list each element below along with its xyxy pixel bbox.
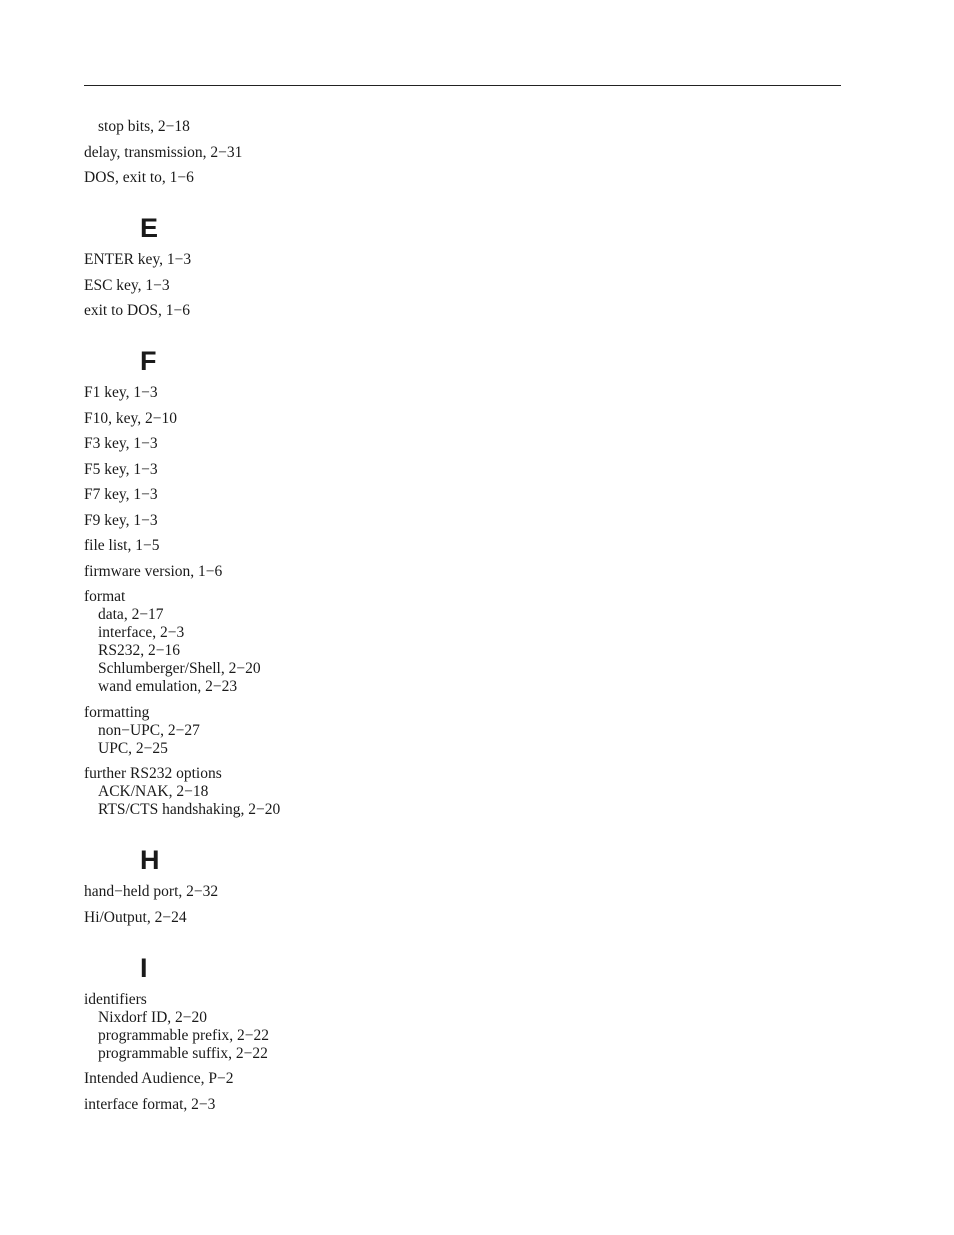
section-letter: H [140,845,160,875]
index-entry [84,909,784,927]
index-term: format [84,588,126,605]
index-subentry: Schlumberger/Shell, 2−20 [98,660,261,677]
section-letter: F [140,346,157,376]
index-term: F5 key, 1−3 [84,460,158,478]
index-term: F3 key, 1−3 [84,435,158,452]
index-subentry: RS232, 2−16 [98,642,180,659]
index-entry [84,512,784,530]
index-term: exit to DOS, 1−6 [84,302,191,319]
index-entry [84,991,784,1063]
index-entry [84,435,784,453]
index-term: interface format, 2−3 [84,1095,216,1113]
index-entry [84,1096,784,1114]
index-term: F10, key, 2−10 [84,409,177,427]
index-subentry: ACK/NAK, 2−18 [98,783,209,800]
index-subentry: UPC, 2−25 [98,739,168,757]
index-subentry: programmable suffix, 2−22 [98,1044,268,1062]
index-term: F7 key, 1−3 [84,486,158,503]
index-subentry: wand emulation, 2−23 [98,678,238,695]
index-term: firmware version, 1−6 [84,562,223,580]
index-entry: delay, transmission, 2−31 [84,143,243,161]
index-entry [84,537,784,555]
index-entry [84,486,784,504]
index-entry: DOS, exit to, 1−6 [84,169,194,186]
index-entry [84,704,784,758]
index-entry: stop bits, 2−18 [98,118,190,135]
index-subentry: RTS/CTS handshaking, 2−20 [98,801,281,818]
index-entry [84,461,784,479]
index-term: ENTER key, 1−3 [84,251,192,268]
index-subentry: Nixdorf ID, 2−20 [98,1008,208,1026]
index-entry [84,410,784,428]
index-entry [84,302,784,320]
index-entry [84,563,784,581]
index-subentry: non−UPC, 2−27 [98,721,200,739]
index-term: ESC key, 1−3 [84,276,170,294]
index-term: hand−held port, 2−32 [84,883,219,900]
index-entry [84,384,784,402]
index-entry [84,277,784,295]
index-entry [84,251,784,269]
index-term: further RS232 options [84,765,222,782]
section-letter: I [140,952,148,983]
index-term: formatting [84,703,150,721]
index-term: F1 key, 1−3 [84,384,158,401]
index-subentry: programmable prefix, 2−22 [98,1026,270,1044]
index-entry [84,765,784,819]
index-column [84,118,784,1121]
index-term: Intended Audience, P−2 [84,1070,234,1087]
index-term: file list, 1−5 [84,537,160,554]
index-subentry: interface, 2−3 [98,624,185,641]
index-term: F9 key, 1−3 [84,511,158,529]
index-term: identifiers [84,990,147,1008]
section-letter: E [140,213,159,243]
index-entry [84,1070,784,1088]
index-entry [84,588,784,696]
index-subentry: data, 2−17 [98,606,164,623]
index-entry [84,883,784,901]
index-term: Hi/Output, 2−24 [84,908,187,926]
header-rule [84,85,841,86]
